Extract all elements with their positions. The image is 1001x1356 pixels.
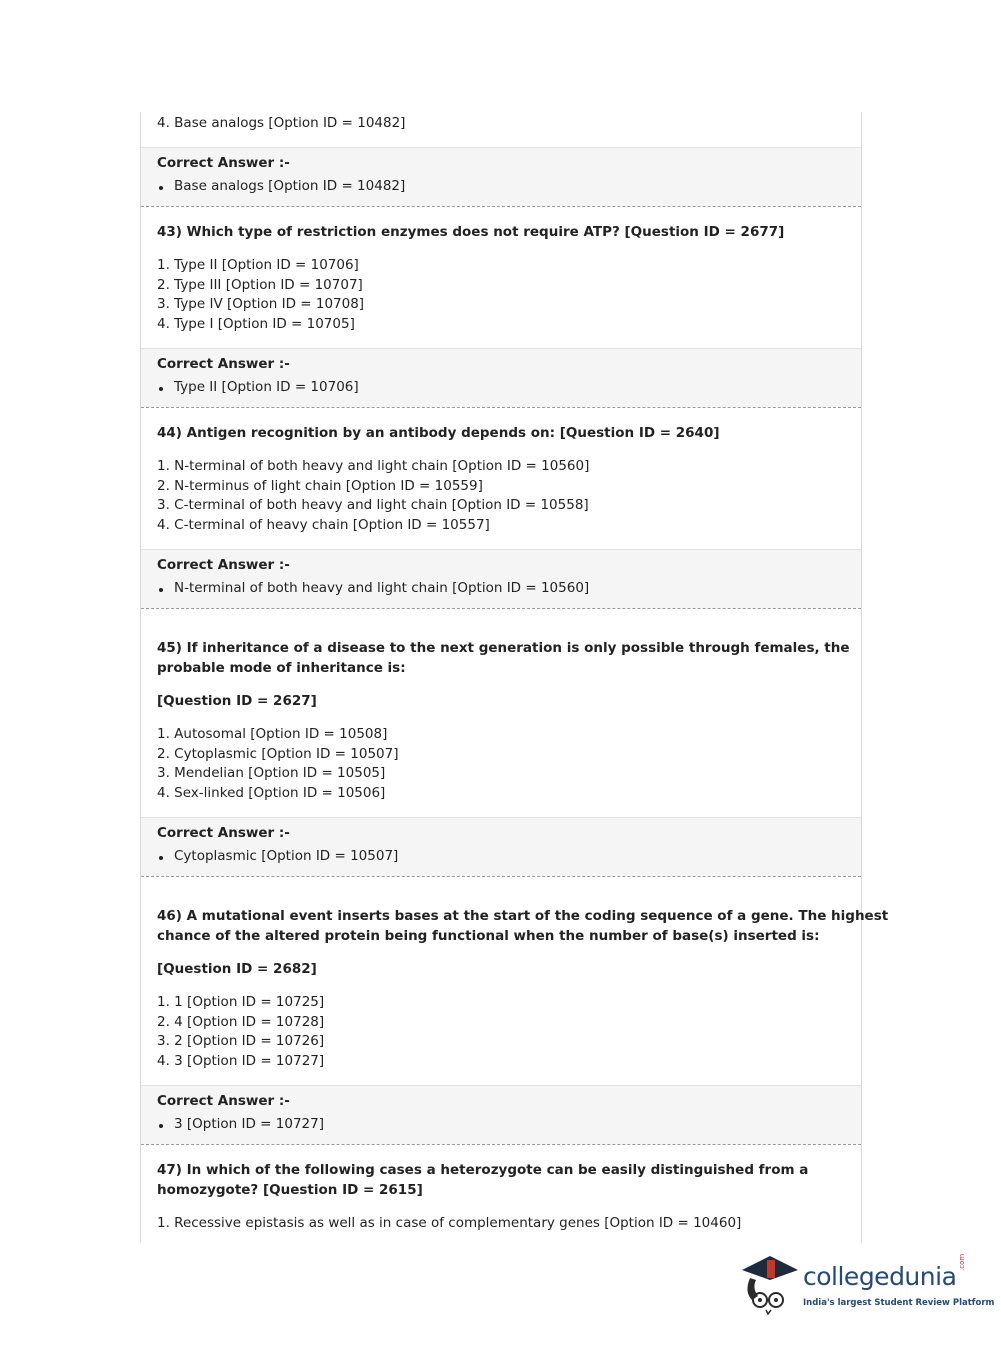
question-text: chance of the altered protein being functional when the number of base(s) inserted is:: [157, 928, 820, 944]
bullet-icon: [159, 588, 163, 592]
logo-wordmark: collegedunia: [803, 1262, 957, 1291]
logo-domain: .com: [958, 1253, 966, 1271]
option-item: 1. N-terminal of both heavy and light chain [Option ID = 10560]: [157, 458, 590, 474]
question-divider: [141, 206, 861, 207]
option-item: 1. Type II [Option ID = 10706]: [157, 257, 359, 273]
option-item: 3. Mendelian [Option ID = 10505]: [157, 765, 386, 781]
correct-answer-text: Type II [Option ID = 10706]: [174, 379, 359, 395]
option-item: 4. Sex-linked [Option ID = 10506]: [157, 785, 386, 801]
bullet-icon: [159, 856, 163, 860]
option-item: 2. Type III [Option ID = 10707]: [157, 277, 363, 293]
option-item: 3. C-terminal of both heavy and light chain [Option ID = 10558]: [157, 497, 589, 513]
question-divider: [141, 876, 861, 877]
logo-tagline: India's largest Student Review Platform: [803, 1298, 995, 1308]
bullet-icon: [159, 186, 163, 190]
option-item: 4. 3 [Option ID = 10727]: [157, 1053, 325, 1069]
correct-answer-text: 3 [Option ID = 10727]: [174, 1116, 324, 1132]
question-text: 47) In which of the following cases a heterozygote can be easily distinguished from a: [157, 1162, 809, 1178]
bullet-icon: [159, 1124, 163, 1128]
question-divider: [141, 608, 861, 609]
question-text: 43) Which type of restriction enzymes does not require ATP? [Question ID = 2677]: [157, 224, 785, 240]
question-divider: [141, 407, 861, 408]
question-text: homozygote? [Question ID = 2615]: [157, 1182, 423, 1198]
option-item: 2. N-terminus of light chain [Option ID = 10559]: [157, 478, 483, 494]
option-item: 1. Recessive epistasis as well as in case of complementary genes [Option ID = 10460]: [157, 1215, 742, 1231]
question-id: [Question ID = 2682]: [157, 961, 317, 977]
option-item: 2. 4 [Option ID = 10728]: [157, 1014, 325, 1030]
question-text: 46) A mutational event inserts bases at the start of the coding sequence of a gene. The highest: [157, 908, 889, 924]
option-item: 1. Autosomal [Option ID = 10508]: [157, 726, 388, 742]
option-item: 1. 1 [Option ID = 10725]: [157, 994, 325, 1010]
bullet-icon: [159, 387, 163, 391]
question-text: probable mode of inheritance is:: [157, 660, 406, 676]
option-item: 3. Type IV [Option ID = 10708]: [157, 296, 365, 312]
correct-answer-label: Correct Answer :-: [157, 155, 290, 171]
correct-answer-label: Correct Answer :-: [157, 356, 290, 372]
question-divider: [141, 1144, 861, 1145]
correct-answer-label: Correct Answer :-: [157, 557, 290, 573]
option-item: 3. 2 [Option ID = 10726]: [157, 1033, 325, 1049]
question-id: [Question ID = 2627]: [157, 693, 317, 709]
question-text: 44) Antigen recognition by an antibody depends on: [Question ID = 2640]: [157, 425, 720, 441]
correct-answer-label: Correct Answer :-: [157, 1093, 290, 1109]
option-item: 4. C-terminal of heavy chain [Option ID = 10557]: [157, 517, 490, 533]
correct-answer-text: Cytoplasmic [Option ID = 10507]: [174, 848, 399, 864]
question-text: 45) If inheritance of a disease to the next generation is only possible through females, the: [157, 640, 850, 656]
option-item: 2. Cytoplasmic [Option ID = 10507]: [157, 746, 399, 762]
correct-answer-label: Correct Answer :-: [157, 825, 290, 841]
collegedunia-logo-icon: [738, 1248, 802, 1318]
option-item: 4. Base analogs [Option ID = 10482]: [157, 115, 406, 131]
correct-answer-text: Base analogs [Option ID = 10482]: [174, 178, 406, 194]
correct-answer-text: N-terminal of both heavy and light chain [Option ID = 10560]: [174, 580, 590, 596]
option-item: 4. Type I [Option ID = 10705]: [157, 316, 355, 332]
